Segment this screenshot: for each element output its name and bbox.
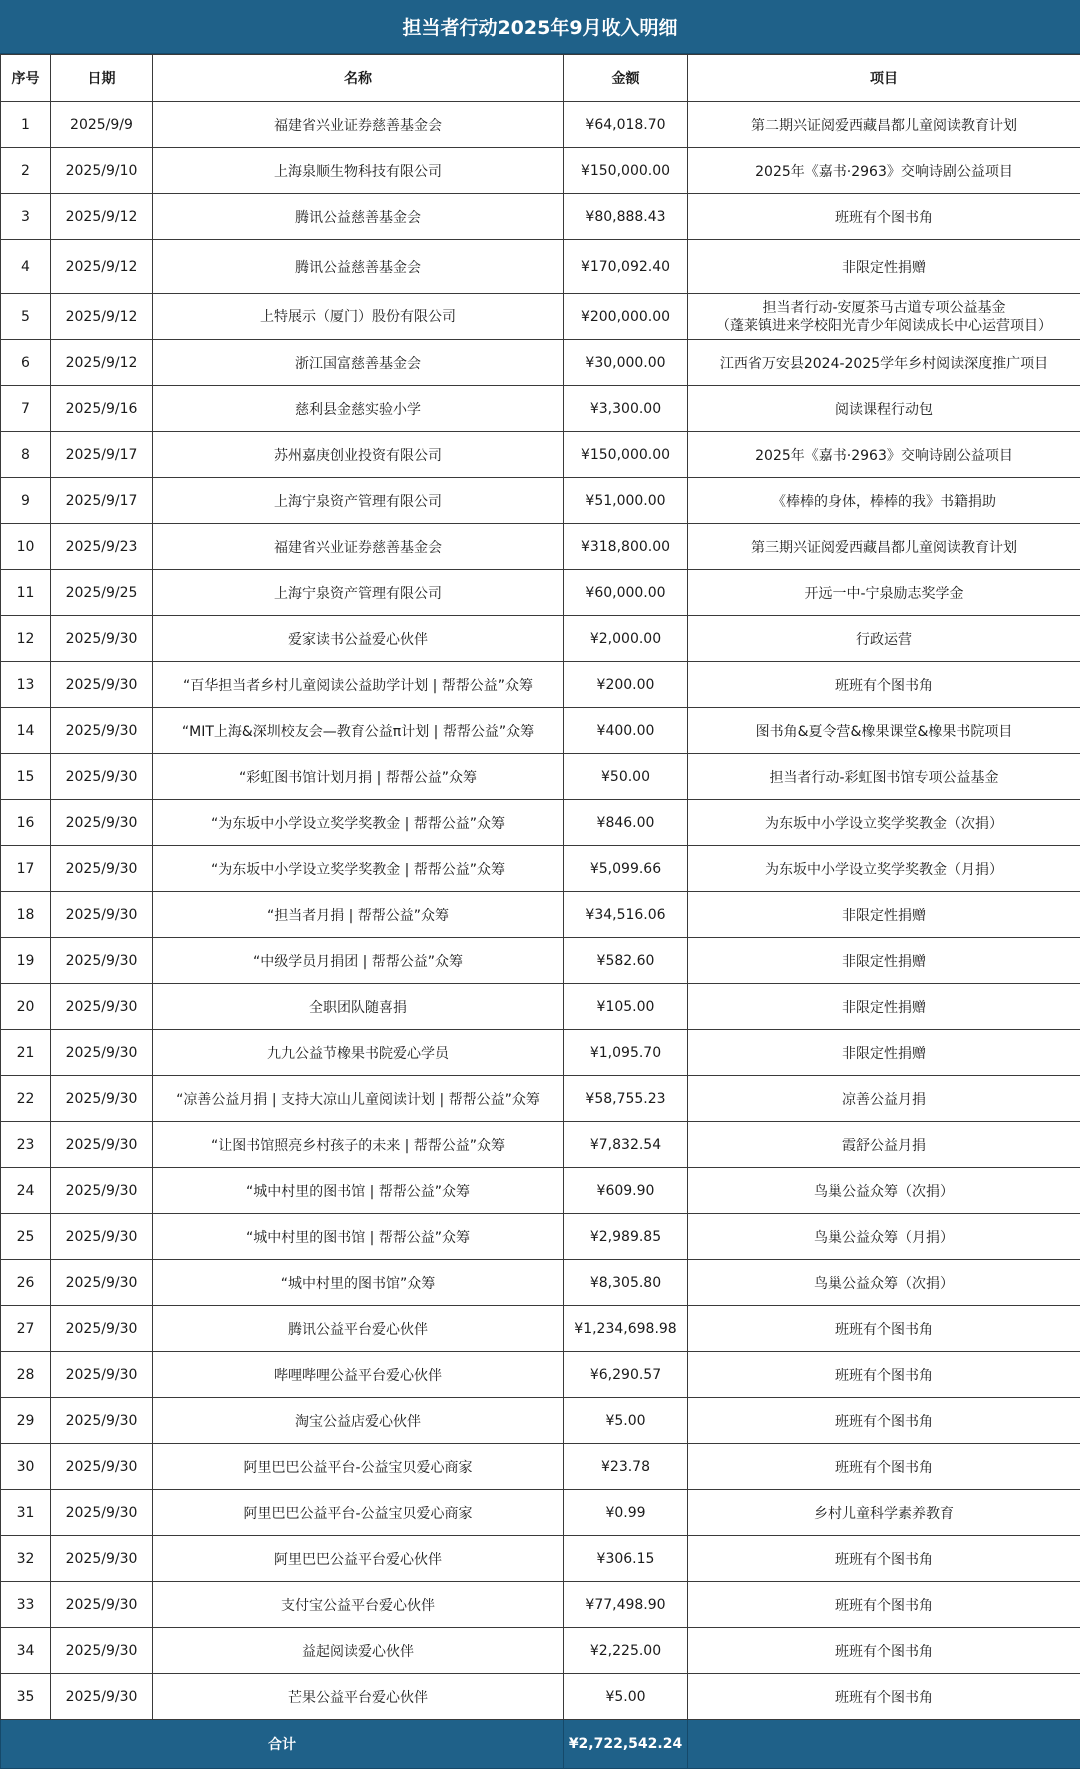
cell-amount: ¥200,000.00	[564, 294, 688, 340]
cell-date: 2025/9/25	[51, 570, 153, 616]
table-row	[1, 294, 1080, 340]
project-line: 《棒棒的身体，棒棒的我》书籍捐助	[692, 491, 1076, 511]
cell-no: 18	[1, 892, 51, 938]
cell-project	[688, 148, 1080, 194]
table-row	[1, 662, 1080, 708]
cell-project	[688, 240, 1080, 294]
cell-name: 益起阅读爱心伙伴	[153, 1628, 564, 1674]
table-row	[1, 1214, 1080, 1260]
total-label: 合计	[1, 1720, 564, 1769]
cell-name: “为东坂中小学设立奖学奖教金 | 帮帮公益”众筹	[153, 846, 564, 892]
table-row	[1, 1076, 1080, 1122]
cell-no: 4	[1, 240, 51, 294]
cell-amount: ¥0.99	[564, 1490, 688, 1536]
cell-amount: ¥77,498.90	[564, 1582, 688, 1628]
cell-project	[688, 386, 1080, 432]
cell-amount: ¥60,000.00	[564, 570, 688, 616]
table-row	[1, 938, 1080, 984]
cell-no: 29	[1, 1398, 51, 1444]
cell-amount: ¥64,018.70	[564, 102, 688, 148]
cell-date: 2025/9/30	[51, 984, 153, 1030]
cell-no: 3	[1, 194, 51, 240]
cell-amount: ¥582.60	[564, 938, 688, 984]
total-row	[1, 1720, 1080, 1769]
table-row	[1, 478, 1080, 524]
cell-no: 13	[1, 662, 51, 708]
cell-no: 16	[1, 800, 51, 846]
cell-name: 阿里巴巴公益平台-公益宝贝爱心商家	[153, 1444, 564, 1490]
project-line: 班班有个图书角	[692, 207, 1076, 227]
cell-date: 2025/9/30	[51, 1490, 153, 1536]
cell-date: 2025/9/30	[51, 846, 153, 892]
cell-no: 2	[1, 148, 51, 194]
table-row	[1, 1674, 1080, 1720]
cell-name: “百华担当者乡村儿童阅读公益助学计划 | 帮帮公益”众筹	[153, 662, 564, 708]
cell-date: 2025/9/30	[51, 1260, 153, 1306]
cell-no: 23	[1, 1122, 51, 1168]
sheet-title: 担当者行动2025年9月收入明细	[0, 0, 1080, 54]
cell-no: 32	[1, 1536, 51, 1582]
table-row	[1, 892, 1080, 938]
cell-amount: ¥7,832.54	[564, 1122, 688, 1168]
cell-name: 芒果公益平台爱心伙伴	[153, 1674, 564, 1720]
header-amount: 金额	[564, 55, 688, 102]
cell-project	[688, 1122, 1080, 1168]
cell-project	[688, 340, 1080, 386]
cell-project	[688, 1628, 1080, 1674]
project-line: 阅读课程行动包	[692, 399, 1076, 419]
table-row	[1, 240, 1080, 294]
project-line: 2025年《嘉书·2963》交响诗剧公益项目	[692, 161, 1076, 181]
project-line: 非限定性捐赠	[692, 997, 1076, 1017]
cell-amount: ¥170,092.40	[564, 240, 688, 294]
cell-project	[688, 754, 1080, 800]
cell-project	[688, 1306, 1080, 1352]
table-row	[1, 102, 1080, 148]
table-row	[1, 1260, 1080, 1306]
cell-project	[688, 294, 1080, 340]
cell-no: 20	[1, 984, 51, 1030]
table-row	[1, 194, 1080, 240]
cell-project	[688, 1398, 1080, 1444]
project-line: 鸟巢公益众筹（次捐）	[692, 1273, 1076, 1293]
cell-name: 上海宁泉资产管理有限公司	[153, 478, 564, 524]
cell-amount: ¥150,000.00	[564, 148, 688, 194]
cell-name: 淘宝公益店爱心伙伴	[153, 1398, 564, 1444]
cell-name: “MIT上海&深圳校友会—教育公益π计划 | 帮帮公益”众筹	[153, 708, 564, 754]
cell-no: 19	[1, 938, 51, 984]
table-row	[1, 1168, 1080, 1214]
cell-amount: ¥3,300.00	[564, 386, 688, 432]
cell-date: 2025/9/10	[51, 148, 153, 194]
cell-no: 22	[1, 1076, 51, 1122]
cell-project	[688, 1444, 1080, 1490]
table-row	[1, 754, 1080, 800]
cell-date: 2025/9/30	[51, 1030, 153, 1076]
cell-no: 9	[1, 478, 51, 524]
cell-no: 6	[1, 340, 51, 386]
table-row	[1, 340, 1080, 386]
cell-name: “凉善公益月捐 | 支持大凉山儿童阅读计划 | 帮帮公益”众筹	[153, 1076, 564, 1122]
table-row	[1, 984, 1080, 1030]
cell-name: “彩虹图书馆计划月捐 | 帮帮公益”众筹	[153, 754, 564, 800]
table-row	[1, 1582, 1080, 1628]
cell-amount: ¥609.90	[564, 1168, 688, 1214]
table-row	[1, 432, 1080, 478]
header-no: 序号	[1, 55, 51, 102]
project-line: 行政运营	[692, 629, 1076, 649]
project-line: 班班有个图书角	[692, 1319, 1076, 1339]
cell-name: 慈利县金慈实验小学	[153, 386, 564, 432]
cell-project	[688, 570, 1080, 616]
cell-no: 33	[1, 1582, 51, 1628]
cell-project	[688, 194, 1080, 240]
cell-project	[688, 938, 1080, 984]
cell-date: 2025/9/30	[51, 938, 153, 984]
cell-no: 28	[1, 1352, 51, 1398]
project-line: 班班有个图书角	[692, 1457, 1076, 1477]
table-row	[1, 1536, 1080, 1582]
cell-amount: ¥105.00	[564, 984, 688, 1030]
cell-no: 26	[1, 1260, 51, 1306]
cell-project	[688, 1490, 1080, 1536]
total-blank	[688, 1720, 1080, 1769]
cell-date: 2025/9/30	[51, 1122, 153, 1168]
cell-amount: ¥150,000.00	[564, 432, 688, 478]
income-table	[0, 54, 1080, 1769]
header-row	[1, 55, 1080, 102]
cell-name: “城中村里的图书馆 | 帮帮公益”众筹	[153, 1214, 564, 1260]
project-line: 霞舒公益月捐	[692, 1135, 1076, 1155]
cell-name: 哔哩哔哩公益平台爱心伙伴	[153, 1352, 564, 1398]
cell-no: 14	[1, 708, 51, 754]
cell-amount: ¥5,099.66	[564, 846, 688, 892]
cell-name: “城中村里的图书馆”众筹	[153, 1260, 564, 1306]
table-row	[1, 616, 1080, 662]
cell-date: 2025/9/12	[51, 240, 153, 294]
cell-amount: ¥1,234,698.98	[564, 1306, 688, 1352]
cell-name: “担当者月捐 | 帮帮公益”众筹	[153, 892, 564, 938]
cell-date: 2025/9/30	[51, 1582, 153, 1628]
total-amount: ¥2,722,542.24	[564, 1720, 688, 1769]
cell-name: 爱家读书公益爱心伙伴	[153, 616, 564, 662]
cell-name: 上特展示（厦门）股份有限公司	[153, 294, 564, 340]
table-row	[1, 1398, 1080, 1444]
header-name: 名称	[153, 55, 564, 102]
cell-amount: ¥34,516.06	[564, 892, 688, 938]
cell-no: 11	[1, 570, 51, 616]
cell-name: “城中村里的图书馆 | 帮帮公益”众筹	[153, 1168, 564, 1214]
cell-date: 2025/9/30	[51, 708, 153, 754]
cell-name: 腾讯公益慈善基金会	[153, 240, 564, 294]
table-row	[1, 1352, 1080, 1398]
cell-date: 2025/9/30	[51, 1306, 153, 1352]
cell-no: 21	[1, 1030, 51, 1076]
cell-no: 5	[1, 294, 51, 340]
project-line: 第二期兴证阅爱西藏昌都儿童阅读教育计划	[692, 115, 1076, 135]
cell-project	[688, 102, 1080, 148]
cell-date: 2025/9/30	[51, 1444, 153, 1490]
cell-name: 苏州嘉庚创业投资有限公司	[153, 432, 564, 478]
cell-project	[688, 432, 1080, 478]
cell-amount: ¥58,755.23	[564, 1076, 688, 1122]
table-row	[1, 800, 1080, 846]
cell-no: 17	[1, 846, 51, 892]
project-line: 江西省万安县2024-2025学年乡村阅读深度推广项目	[692, 353, 1076, 373]
cell-name: 浙江国富慈善基金会	[153, 340, 564, 386]
cell-date: 2025/9/30	[51, 1214, 153, 1260]
project-line: 担当者行动-彩虹图书馆专项公益基金	[692, 767, 1076, 787]
cell-no: 12	[1, 616, 51, 662]
table-row	[1, 1628, 1080, 1674]
cell-date: 2025/9/16	[51, 386, 153, 432]
project-line: 开远一中-宁泉励志奖学金	[692, 583, 1076, 603]
project-line: 班班有个图书角	[692, 1595, 1076, 1615]
project-line: 凉善公益月捐	[692, 1089, 1076, 1109]
cell-amount: ¥6,290.57	[564, 1352, 688, 1398]
cell-amount: ¥846.00	[564, 800, 688, 846]
project-line: 班班有个图书角	[692, 1687, 1076, 1707]
cell-project	[688, 800, 1080, 846]
cell-name: 阿里巴巴公益平台-公益宝贝爱心商家	[153, 1490, 564, 1536]
cell-amount: ¥2,225.00	[564, 1628, 688, 1674]
cell-project	[688, 616, 1080, 662]
cell-project	[688, 1674, 1080, 1720]
cell-amount: ¥1,095.70	[564, 1030, 688, 1076]
cell-date: 2025/9/12	[51, 340, 153, 386]
cell-no: 27	[1, 1306, 51, 1352]
project-line: 班班有个图书角	[692, 675, 1076, 695]
project-line: 第三期兴证阅爱西藏昌都儿童阅读教育计划	[692, 537, 1076, 557]
project-line: 图书角&夏令营&橡果课堂&橡果书院项目	[692, 721, 1076, 741]
project-line: 鸟巢公益众筹（次捐）	[692, 1181, 1076, 1201]
table-row	[1, 846, 1080, 892]
cell-date: 2025/9/30	[51, 1674, 153, 1720]
cell-no: 25	[1, 1214, 51, 1260]
cell-project	[688, 1582, 1080, 1628]
cell-project	[688, 478, 1080, 524]
cell-project	[688, 1030, 1080, 1076]
cell-date: 2025/9/12	[51, 194, 153, 240]
table-row	[1, 524, 1080, 570]
cell-date: 2025/9/30	[51, 616, 153, 662]
cell-date: 2025/9/30	[51, 1398, 153, 1444]
cell-name: 腾讯公益平台爱心伙伴	[153, 1306, 564, 1352]
cell-name: 九九公益节橡果书院爱心学员	[153, 1030, 564, 1076]
cell-no: 24	[1, 1168, 51, 1214]
cell-date: 2025/9/30	[51, 800, 153, 846]
cell-project	[688, 708, 1080, 754]
project-line: 非限定性捐赠	[692, 257, 1076, 277]
cell-name: 上海宁泉资产管理有限公司	[153, 570, 564, 616]
cell-amount: ¥306.15	[564, 1536, 688, 1582]
cell-date: 2025/9/12	[51, 294, 153, 340]
project-line: 非限定性捐赠	[692, 1043, 1076, 1063]
cell-amount: ¥8,305.80	[564, 1260, 688, 1306]
cell-amount: ¥23.78	[564, 1444, 688, 1490]
cell-date: 2025/9/17	[51, 432, 153, 478]
project-line: 为东坂中小学设立奖学奖教金（月捐）	[692, 859, 1076, 879]
cell-amount: ¥80,888.43	[564, 194, 688, 240]
cell-date: 2025/9/30	[51, 892, 153, 938]
cell-project	[688, 1214, 1080, 1260]
table-row	[1, 148, 1080, 194]
cell-date: 2025/9/30	[51, 1628, 153, 1674]
cell-amount: ¥5.00	[564, 1674, 688, 1720]
project-line: 非限定性捐赠	[692, 951, 1076, 971]
cell-date: 2025/9/30	[51, 1168, 153, 1214]
project-line: 班班有个图书角	[692, 1549, 1076, 1569]
table-row	[1, 1306, 1080, 1352]
cell-amount: ¥51,000.00	[564, 478, 688, 524]
cell-name: 福建省兴业证券慈善基金会	[153, 102, 564, 148]
cell-date: 2025/9/30	[51, 1076, 153, 1122]
project-line: 鸟巢公益众筹（月捐）	[692, 1227, 1076, 1247]
cell-date: 2025/9/30	[51, 662, 153, 708]
cell-amount: ¥50.00	[564, 754, 688, 800]
cell-amount: ¥5.00	[564, 1398, 688, 1444]
project-line: 班班有个图书角	[692, 1641, 1076, 1661]
cell-project	[688, 1352, 1080, 1398]
cell-date: 2025/9/23	[51, 524, 153, 570]
cell-project	[688, 892, 1080, 938]
cell-no: 34	[1, 1628, 51, 1674]
cell-project	[688, 662, 1080, 708]
cell-no: 7	[1, 386, 51, 432]
cell-no: 8	[1, 432, 51, 478]
project-line: 非限定性捐赠	[692, 905, 1076, 925]
project-line: 乡村儿童科学素养教育	[692, 1503, 1076, 1523]
table-row	[1, 1490, 1080, 1536]
cell-project	[688, 846, 1080, 892]
cell-name: 上海泉顺生物科技有限公司	[153, 148, 564, 194]
cell-project	[688, 1260, 1080, 1306]
table-row	[1, 1122, 1080, 1168]
project-line: 班班有个图书角	[692, 1411, 1076, 1431]
cell-project	[688, 1536, 1080, 1582]
cell-no: 1	[1, 102, 51, 148]
cell-project	[688, 984, 1080, 1030]
cell-project	[688, 1076, 1080, 1122]
cell-no: 30	[1, 1444, 51, 1490]
cell-date: 2025/9/9	[51, 102, 153, 148]
table-row	[1, 1030, 1080, 1076]
project-line: 为东坂中小学设立奖学奖教金（次捐）	[692, 813, 1076, 833]
project-line: （蓬莱镇进来学校阳光青少年阅读成长中心运营项目）	[692, 317, 1076, 335]
cell-date: 2025/9/30	[51, 1352, 153, 1398]
cell-amount: ¥400.00	[564, 708, 688, 754]
project-line: 2025年《嘉书·2963》交响诗剧公益项目	[692, 445, 1076, 465]
table-row	[1, 386, 1080, 432]
table-body	[1, 102, 1080, 1720]
header-date: 日期	[51, 55, 153, 102]
cell-name: 腾讯公益慈善基金会	[153, 194, 564, 240]
project-line: 担当者行动-安厦茶马古道专项公益基金	[692, 299, 1076, 317]
cell-no: 31	[1, 1490, 51, 1536]
cell-amount: ¥200.00	[564, 662, 688, 708]
cell-no: 15	[1, 754, 51, 800]
cell-amount: ¥30,000.00	[564, 340, 688, 386]
cell-date: 2025/9/30	[51, 1536, 153, 1582]
cell-name: “为东坂中小学设立奖学奖教金 | 帮帮公益”众筹	[153, 800, 564, 846]
cell-name: “中级学员月捐团 | 帮帮公益”众筹	[153, 938, 564, 984]
project-line: 班班有个图书角	[692, 1365, 1076, 1385]
table-row	[1, 1444, 1080, 1490]
cell-name: “让图书馆照亮乡村孩子的未来 | 帮帮公益”众筹	[153, 1122, 564, 1168]
cell-project	[688, 1168, 1080, 1214]
cell-name: 支付宝公益平台爱心伙伴	[153, 1582, 564, 1628]
cell-date: 2025/9/17	[51, 478, 153, 524]
cell-amount: ¥2,989.85	[564, 1214, 688, 1260]
cell-amount: ¥2,000.00	[564, 616, 688, 662]
cell-no: 35	[1, 1674, 51, 1720]
cell-date: 2025/9/30	[51, 754, 153, 800]
table-row	[1, 708, 1080, 754]
cell-name: 阿里巴巴公益平台爱心伙伴	[153, 1536, 564, 1582]
cell-no: 10	[1, 524, 51, 570]
cell-amount: ¥318,800.00	[564, 524, 688, 570]
cell-name: 福建省兴业证券慈善基金会	[153, 524, 564, 570]
cell-project	[688, 524, 1080, 570]
header-project: 项目	[688, 55, 1080, 102]
table-row	[1, 570, 1080, 616]
cell-name: 全职团队随喜捐	[153, 984, 564, 1030]
